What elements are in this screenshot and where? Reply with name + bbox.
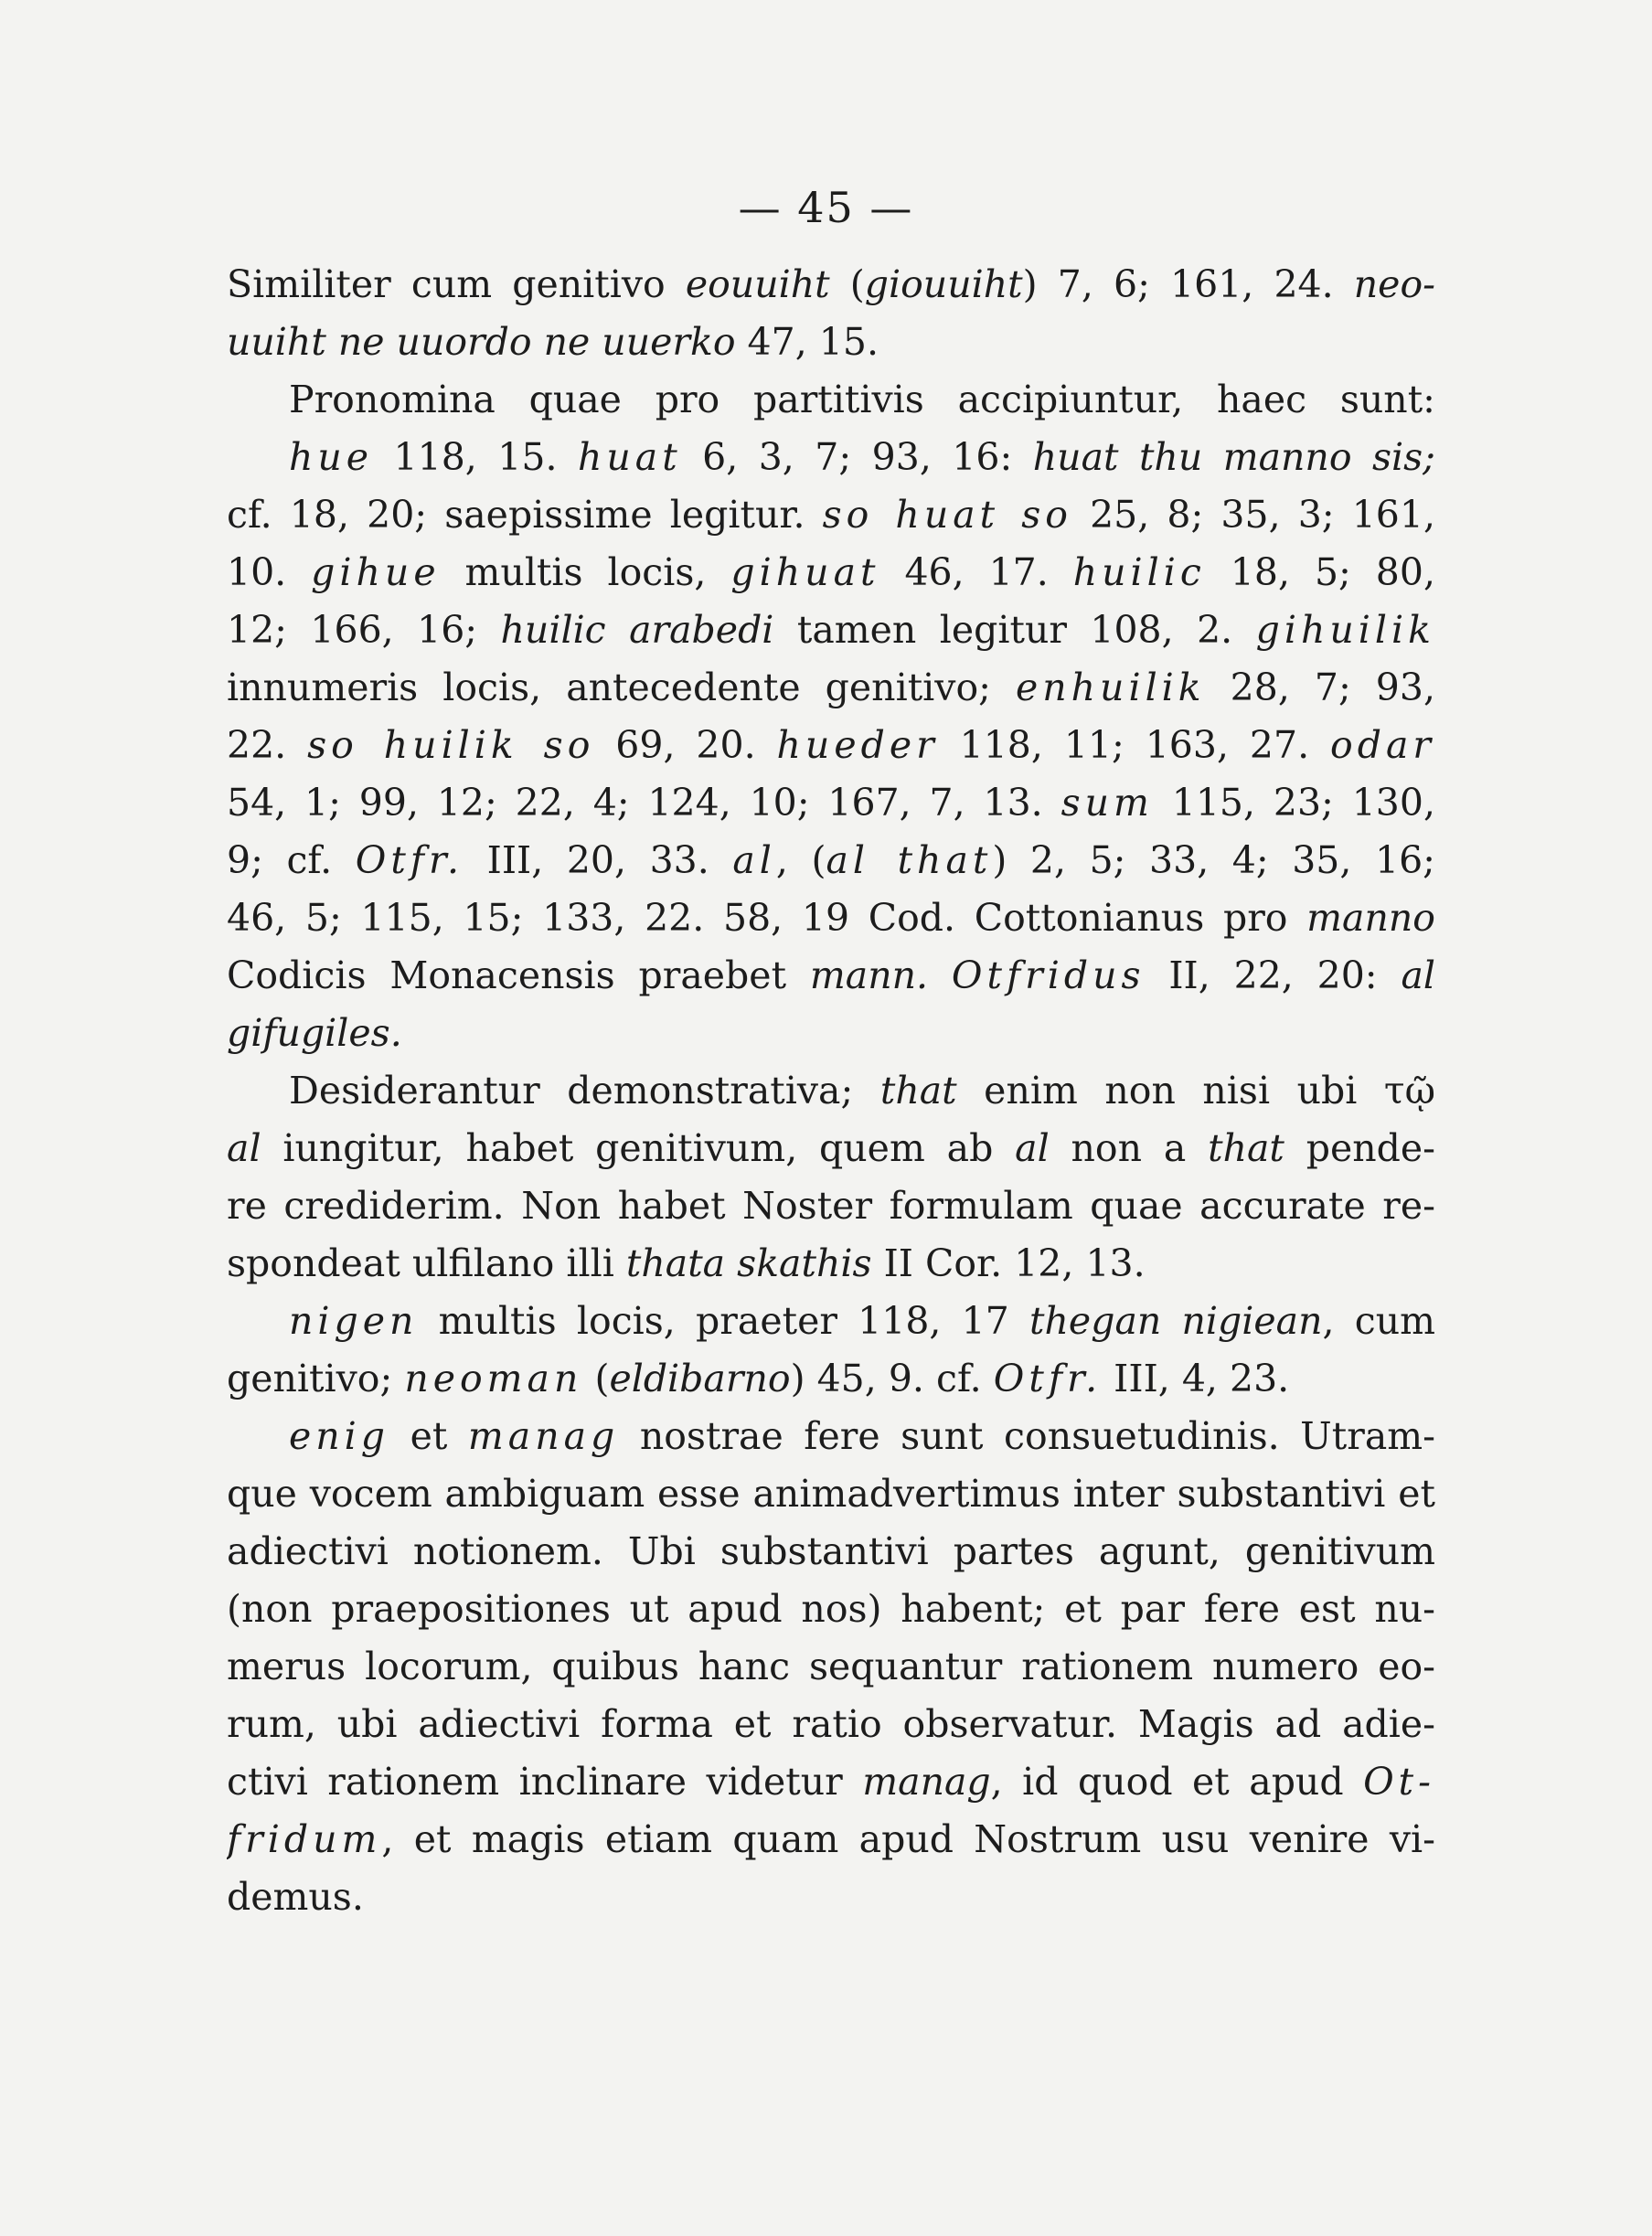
text-line — [227, 314, 1435, 371]
text-run: 10. — [227, 550, 312, 594]
text-run: , et magis etiam quam apud Nostrum usu venire vi- — [381, 1817, 1435, 1861]
text-run: Pronomina quae pro partitivis accipiuntur, haec sunt: — [289, 378, 1435, 421]
text-line — [227, 947, 1435, 1005]
text-run: Desiderantur demonstrativa; — [289, 1069, 880, 1113]
text-line — [227, 1120, 1435, 1177]
text-run — [928, 953, 952, 997]
italic-term: eldibarno — [609, 1357, 791, 1400]
italic-term: huat thu manno sis; — [1032, 435, 1435, 479]
text-run: enim non nisi ubi τῷ — [956, 1069, 1435, 1113]
italic-term: huat — [577, 435, 682, 479]
text-line — [227, 1293, 1435, 1350]
italic-term: enhuilik — [1015, 665, 1206, 709]
italic-term: nigen — [289, 1299, 419, 1343]
text-line — [227, 256, 1435, 314]
text-line — [227, 1005, 1435, 1062]
italic-term: al — [1015, 1126, 1050, 1170]
italic-term: fridum — [227, 1817, 382, 1861]
italic-term: enig — [289, 1414, 390, 1458]
italic-term: so huilik so — [307, 723, 595, 767]
text-line — [227, 1177, 1435, 1235]
text-run: genitivo; — [227, 1357, 405, 1400]
text-line — [227, 544, 1435, 602]
text-line — [227, 889, 1435, 947]
text-run: Similiter cum genitivo — [227, 262, 686, 306]
text-run: (non praepositiones ut apud nos) habent; et par fere est nu- — [227, 1587, 1435, 1631]
text-line — [227, 1235, 1435, 1293]
text-run: , ( — [775, 838, 826, 882]
italic-term: hueder — [776, 723, 939, 767]
italic-term: uuiht ne uuordo ne uuerko — [227, 320, 736, 364]
text-line — [227, 1581, 1435, 1638]
italic-term: Otfridus — [951, 953, 1146, 997]
italic-term: gihue — [311, 550, 441, 594]
text-run: , cum — [1322, 1299, 1435, 1343]
text-run: , id quod et apud — [990, 1760, 1364, 1804]
text-line — [227, 1465, 1435, 1523]
italic-term: neo- — [1353, 262, 1435, 306]
text-run: 69, 20. — [594, 723, 777, 767]
text-run: re crediderim. Non habet Noster formulam quae accurate re- — [227, 1184, 1435, 1228]
text-run: 46, 17. — [879, 550, 1073, 594]
text-run: II, 22, 20: — [1145, 953, 1402, 997]
text-line — [227, 486, 1435, 544]
text-run: iungitur, habet genitivum, quem ab — [261, 1126, 1016, 1170]
italic-term: mann. — [809, 953, 929, 997]
text-run: Codicis Monacensis praebet — [227, 953, 810, 997]
italic-term: sum — [1060, 781, 1154, 825]
italic-term: eouuiht — [685, 262, 830, 306]
text-line — [227, 1753, 1435, 1811]
text-run: ) 7, 6; 161, 24. — [1022, 262, 1354, 306]
text-run: 18, 5; 80, — [1205, 550, 1435, 594]
page-number: — 45 — — [738, 183, 914, 232]
text-line — [227, 774, 1435, 832]
italic-term: manag — [467, 1414, 620, 1458]
italic-term: al — [227, 1126, 261, 1170]
text-run: demus. — [227, 1875, 364, 1919]
text-run: multis locis, praeter 118, 17 — [418, 1299, 1030, 1343]
italic-term: thegan nigiean — [1029, 1299, 1323, 1343]
italic-term: manno — [1306, 896, 1435, 940]
text-run: II Cor. 12, 13. — [871, 1241, 1146, 1285]
text-line — [227, 602, 1435, 659]
text-run: non a — [1049, 1126, 1209, 1170]
text-run: 9; cf. — [227, 838, 356, 882]
text-run: ( — [829, 262, 865, 306]
text-line — [227, 832, 1435, 889]
text-run: multis locis, — [440, 550, 731, 594]
text-run: 118, 15. — [373, 435, 578, 479]
text-run: ctivi rationem inclinare videtur — [227, 1760, 863, 1804]
text-line — [227, 717, 1435, 774]
text-run: pende- — [1284, 1126, 1435, 1170]
italic-term: thata skathis — [625, 1241, 872, 1285]
italic-term: gihuilik — [1255, 608, 1435, 652]
text-run: et — [389, 1414, 468, 1458]
text-run: III, 4, 23. — [1102, 1357, 1290, 1400]
italic-term: hue — [289, 435, 374, 479]
body-text — [227, 256, 1435, 1926]
text-line — [227, 371, 1435, 429]
text-line — [227, 1869, 1435, 1926]
text-run: rum, ubi adiectivi forma et ratio observatur. Magis ad adie- — [227, 1702, 1435, 1746]
italic-term: huilic — [1072, 550, 1206, 594]
text-run: 28, 7; 93, — [1205, 665, 1435, 709]
text-run: 25, 8; 35, 3; 161, — [1071, 493, 1435, 537]
text-run: 118, 11; 163, 27. — [938, 723, 1331, 767]
italic-term: Otfr. — [355, 838, 464, 882]
italic-term: huilic arabedi — [500, 608, 774, 652]
text-run: III, 20, 33. — [464, 838, 733, 882]
italic-term: gihuat — [730, 550, 880, 594]
italic-term: neoman — [404, 1357, 583, 1400]
text-line — [227, 1811, 1435, 1869]
italic-term: gifugiles. — [227, 1011, 402, 1055]
text-run: 46, 5; 115, 15; 133, 22. 58, 19 Cod. Cottonianus pro — [227, 896, 1307, 940]
text-line — [227, 1638, 1435, 1696]
text-run: 47, 15. — [735, 320, 879, 364]
italic-term: manag — [862, 1760, 991, 1804]
text-run: cf. 18, 20; saepissime legitur. — [227, 493, 823, 537]
text-run: que vocem ambiguam esse animadvertimus inter substantivi et — [227, 1472, 1435, 1516]
text-run: 22. — [227, 723, 308, 767]
text-line — [227, 1062, 1435, 1120]
text-run: ) 2, 5; 33, 4; 35, 16; — [992, 838, 1435, 882]
italic-term: giouuiht — [864, 262, 1023, 306]
italic-term: odar — [1330, 723, 1435, 767]
text-run: 6, 3, 7; 93, 16: — [681, 435, 1033, 479]
text-line — [227, 1523, 1435, 1581]
text-run: 54, 1; 99, 12; 22, 4; 124, 10; 167, 7, 13. — [227, 781, 1061, 825]
italic-term: that — [1208, 1126, 1284, 1170]
italic-term: that — [879, 1069, 957, 1113]
text-run: nostrae fere sunt consuetudinis. Utram- — [619, 1414, 1435, 1458]
text-line — [227, 1696, 1435, 1753]
text-run: ( — [582, 1357, 610, 1400]
italic-term: Otfr. — [993, 1357, 1103, 1400]
text-run: adiectivi notionem. Ubi substantivi partes agunt, genitivum — [227, 1529, 1435, 1573]
text-run: 115, 23; 130, — [1153, 781, 1435, 825]
text-line — [227, 429, 1435, 486]
italic-term: so huat so — [822, 493, 1072, 537]
text-run: innumeris locis, antecedente genitivo; — [227, 665, 1016, 709]
text-run: spondeat ulfilano illi — [227, 1241, 626, 1285]
text-run: merus locorum, quibus hanc sequantur rationem numero eo- — [227, 1645, 1435, 1688]
text-run: ) 45, 9. cf. — [790, 1357, 994, 1400]
text-line — [227, 659, 1435, 717]
text-line — [227, 1408, 1435, 1465]
italic-term: al that — [826, 838, 993, 882]
text-run: 12; 166, 16; — [227, 608, 501, 652]
text-run: tamen legitur 108, 2. — [773, 608, 1256, 652]
text-line — [227, 1350, 1435, 1408]
italic-term: al — [732, 838, 776, 882]
italic-term: Ot- — [1363, 1760, 1435, 1804]
italic-term: al — [1401, 953, 1435, 997]
